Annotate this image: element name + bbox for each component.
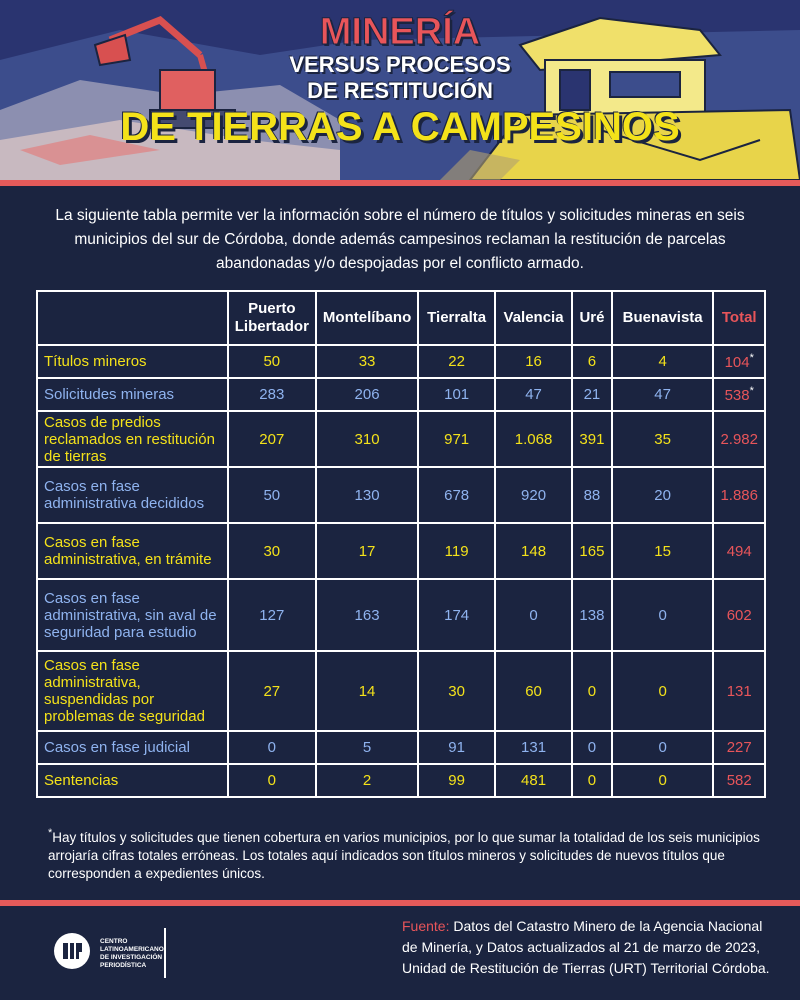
value-cell — [495, 467, 572, 523]
cell-value: 88 — [583, 486, 601, 504]
cell-value: 0 — [267, 772, 276, 789]
value-cell — [418, 579, 495, 651]
value-cell — [495, 579, 572, 651]
cell-value: 20 — [654, 486, 671, 504]
cell-value: 60 — [525, 682, 542, 700]
cell-value: 2 — [362, 772, 372, 789]
value-cell — [418, 523, 495, 579]
cell-value: 138 — [579, 606, 605, 624]
value-cell — [316, 651, 418, 731]
value-cell — [495, 378, 572, 411]
value-cell — [418, 651, 495, 731]
value-cell — [612, 345, 714, 378]
value-cell — [572, 764, 612, 797]
row-label: Casos en fase judicial — [37, 731, 228, 764]
data-table — [36, 290, 766, 798]
cell-value: 101 — [444, 386, 470, 403]
cell-value: 104 — [724, 354, 750, 371]
cell-value: 30 — [448, 682, 465, 700]
table-row — [37, 731, 765, 764]
headline-line-2: VERSUS PROCESOS — [289, 52, 511, 77]
clip-logo — [52, 931, 92, 976]
total-cell — [713, 731, 765, 764]
value-cell — [495, 411, 572, 467]
headline-line-3: DE RESTITUCIÓN — [307, 78, 493, 103]
table-row — [37, 345, 765, 378]
footnote-mark: * — [749, 352, 754, 364]
value-cell — [228, 523, 316, 579]
row-label: Casos en fase administrativa, sin aval de seguridad para estudio — [37, 579, 228, 651]
cell-value: 30 — [263, 542, 281, 560]
total-cell — [713, 651, 765, 731]
value-cell — [316, 378, 418, 411]
value-cell — [418, 764, 495, 797]
value-cell — [495, 523, 572, 579]
value-cell — [572, 651, 612, 731]
cell-value: 0 — [658, 739, 667, 756]
cell-value: 99 — [448, 772, 465, 789]
table-row — [37, 523, 765, 579]
value-cell — [316, 411, 418, 467]
value-cell — [418, 467, 495, 523]
table-row — [37, 378, 765, 411]
cell-value: 582 — [726, 772, 752, 789]
cell-value: 971 — [444, 430, 470, 448]
cell-value: 127 — [259, 606, 285, 624]
value-cell — [495, 651, 572, 731]
cell-value: 119 — [444, 542, 469, 560]
cell-value: 47 — [654, 386, 671, 403]
cell-value: 148 — [521, 542, 547, 560]
source-citation — [402, 916, 772, 979]
cell-value: 21 — [583, 386, 601, 403]
value-cell — [228, 764, 316, 797]
column-header: Valencia — [495, 291, 572, 345]
cell-value: 130 — [354, 486, 380, 504]
header-empty-cell — [37, 291, 228, 345]
row-label: Casos en fase administrativa, suspendidas por problemas de seguridad — [37, 651, 228, 731]
cell-value: 0 — [529, 606, 538, 624]
headline-line-1: MINERÍA — [319, 11, 481, 53]
cell-value: 227 — [726, 739, 752, 756]
total-cell — [713, 579, 765, 651]
value-cell — [612, 411, 714, 467]
source-label: Fuente: — [402, 918, 450, 934]
value-cell — [316, 345, 418, 378]
footnote-mark: * — [48, 827, 53, 839]
cell-value: 602 — [726, 606, 752, 624]
footer-vertical-divider — [164, 928, 166, 978]
row-label: Casos de predios reclamados en restitución de tierras — [37, 411, 228, 467]
table-row — [37, 579, 765, 651]
value-cell — [228, 467, 316, 523]
value-cell — [572, 731, 612, 764]
header-illustration — [0, 0, 800, 180]
header-divider — [0, 180, 800, 186]
value-cell — [228, 579, 316, 651]
table-row — [37, 651, 765, 731]
clip-logo-text: CENTRO LATINOAMERICANO DE INVESTIGACIÓN PERIODÍSTICA — [100, 938, 164, 969]
cell-value: 91 — [448, 739, 465, 756]
cell-value: 22 — [448, 353, 465, 370]
cell-value: 27 — [263, 682, 281, 700]
column-header: Uré — [572, 291, 612, 345]
value-cell — [418, 378, 495, 411]
cell-value: 47 — [525, 386, 542, 403]
cell-value: 920 — [521, 486, 547, 504]
cell-value: 15 — [654, 542, 671, 560]
cell-value: 538 — [724, 387, 750, 404]
value-cell — [228, 411, 316, 467]
cell-value: 207 — [259, 430, 285, 448]
cell-value: 174 — [444, 606, 470, 624]
value-cell — [572, 467, 612, 523]
table-row — [37, 764, 765, 797]
data-table-container — [36, 290, 766, 798]
value-cell — [612, 523, 714, 579]
value-cell — [228, 345, 316, 378]
cell-value: 0 — [587, 739, 597, 756]
cell-value: 163 — [354, 606, 380, 624]
value-cell — [228, 651, 316, 731]
value-cell — [612, 378, 714, 411]
cell-value: 678 — [444, 486, 470, 504]
value-cell — [612, 579, 714, 651]
value-cell — [495, 764, 572, 797]
row-label: Casos en fase administrativa decididos — [37, 467, 228, 523]
value-cell — [418, 411, 495, 467]
cell-value: 283 — [259, 386, 285, 403]
column-header-total: Total — [713, 291, 765, 345]
cell-value: 131 — [521, 739, 547, 756]
value-cell — [612, 731, 714, 764]
footnote — [48, 824, 760, 883]
table-body — [37, 345, 765, 797]
column-header: Tierralta — [418, 291, 495, 345]
cell-value: 0 — [658, 772, 667, 789]
value-cell — [228, 731, 316, 764]
table-row — [37, 411, 765, 467]
value-cell — [316, 467, 418, 523]
source-text: Datos del Catastro Minero de la Agencia Nacional de Minería, y Datos actualizados al 21 de marzo de 2023, Unidad de Restitución de Tierras (URT) Territorial Córdoba. — [402, 918, 770, 976]
headline — [0, 12, 800, 150]
value-cell — [612, 467, 714, 523]
total-cell — [713, 764, 765, 797]
cell-value: 1.068 — [514, 430, 553, 448]
cell-value: 6 — [587, 353, 597, 370]
cell-value: 0 — [658, 682, 667, 700]
cell-value: 494 — [726, 542, 752, 560]
value-cell — [418, 345, 495, 378]
cell-value: 5 — [362, 739, 372, 756]
total-cell — [713, 467, 765, 523]
value-cell — [572, 378, 612, 411]
cell-value: 16 — [525, 353, 542, 370]
cell-value: 481 — [521, 772, 547, 789]
value-cell — [572, 523, 612, 579]
footnote-mark: * — [749, 385, 754, 397]
column-header: Montelíbano — [316, 291, 418, 345]
table-header-row — [37, 291, 765, 345]
column-header: Puerto Libertador — [228, 291, 316, 345]
cell-value: 2.982 — [720, 430, 758, 448]
column-header: Buenavista — [612, 291, 714, 345]
cell-value: 0 — [658, 606, 667, 624]
cell-value: 4 — [658, 353, 667, 370]
value-cell — [612, 651, 714, 731]
clip-logo-icon — [52, 931, 92, 971]
cell-value: 33 — [358, 353, 376, 370]
cell-value: 50 — [263, 486, 281, 504]
total-cell — [713, 523, 765, 579]
value-cell — [228, 378, 316, 411]
value-cell — [418, 731, 495, 764]
cell-value: 0 — [267, 739, 276, 756]
value-cell — [316, 579, 418, 651]
headline-line-4: DE TIERRAS A CAMPESINOS — [120, 105, 680, 149]
cell-value: 0 — [587, 772, 597, 789]
value-cell — [316, 731, 418, 764]
total-cell — [713, 411, 765, 467]
footnote-text: Hay títulos y solicitudes que tienen cobertura en varios municipios, por lo que sumar la totalidad de los seis municipios arrojaría cifras totales erróneas. Los totales aquí indicados son títulos mineros y solicitudes de nuevos títulos que corresponden a expedientes únicos. — [48, 830, 760, 881]
value-cell — [572, 579, 612, 651]
cell-value: 35 — [654, 430, 671, 448]
cell-value: 206 — [354, 386, 380, 403]
row-label: Solicitudes mineras — [37, 378, 228, 411]
cell-value: 131 — [726, 682, 752, 700]
cell-value: 0 — [587, 682, 597, 700]
value-cell — [316, 764, 418, 797]
value-cell — [316, 523, 418, 579]
cell-value: 310 — [354, 430, 380, 448]
cell-value: 50 — [263, 353, 281, 370]
total-cell — [713, 378, 765, 411]
value-cell — [612, 764, 714, 797]
total-cell — [713, 345, 765, 378]
cell-value: 1.886 — [720, 486, 758, 504]
value-cell — [495, 345, 572, 378]
intro-text: La siguiente tabla permite ver la información sobre el número de títulos y solicitudes mineras en seis municipios del sur de Córdoba, donde además campesinos reclaman la restitución de parcelas abandonadas y/o despojadas por el conflicto armado. — [55, 207, 745, 272]
row-label: Sentencias — [37, 764, 228, 797]
cell-value: 14 — [358, 682, 376, 700]
cell-value: 17 — [358, 542, 376, 560]
row-label: Títulos mineros — [37, 345, 228, 378]
table-row — [37, 467, 765, 523]
cell-value: 391 — [579, 430, 605, 448]
value-cell — [495, 731, 572, 764]
value-cell — [572, 345, 612, 378]
value-cell — [572, 411, 612, 467]
row-label: Casos en fase administrativa, en trámite — [37, 523, 228, 579]
footer — [0, 906, 800, 1000]
cell-value: 165 — [579, 542, 605, 560]
